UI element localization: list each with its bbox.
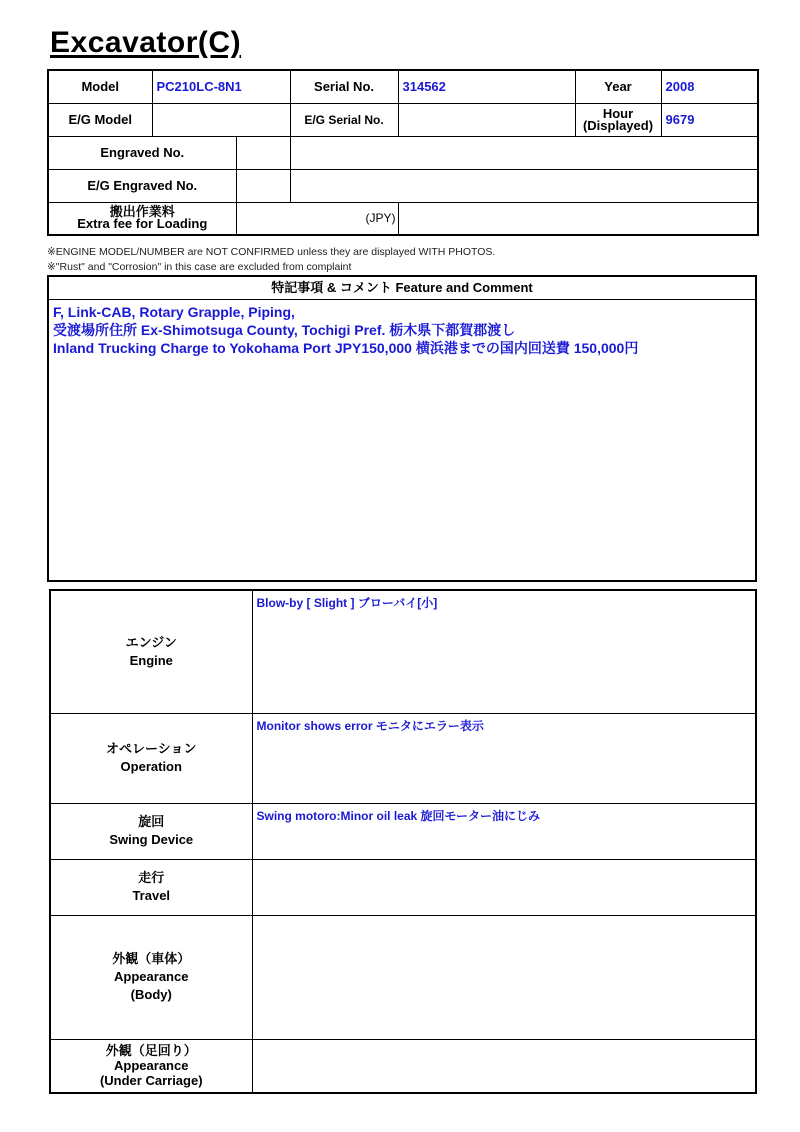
eg-engraved-box [236,169,290,202]
engine-label-jp: エンジン [125,634,177,650]
travel-label-en: Travel [132,888,171,903]
engine-label-en: Engine [129,652,173,668]
spec-table [47,69,759,236]
swing-label [50,803,252,859]
engine-value: Blow-by [ Slight ] ブローバイ[小] [252,590,756,713]
appearance-undercarriage-label [50,1039,252,1093]
feature-comment-box [47,275,757,582]
loading-currency: (JPY) [365,211,396,226]
condition-table [49,589,757,1094]
row-model [48,70,758,103]
operation-label-en: Operation [120,759,182,774]
loading-label-en: Extra fee for Loading [77,216,208,232]
engine-label [50,590,252,713]
year-value: 2008 [661,70,758,103]
operation-label-jp: オペレーション [106,741,197,756]
condition-row-appearance-undercarriage [50,1039,756,1093]
travel-label-jp: 走行 [138,870,165,885]
appearance-body-label-jp: 外観（車体） [112,951,191,966]
serial-label: Serial No. [290,70,398,103]
eg-model-label: E/G Model [48,103,152,136]
loading-currency-cell [236,202,398,235]
appearance-undercarriage-label-jp: 外観（足回り） [105,1043,197,1059]
model-value: PC210LC-8N1 [152,70,290,103]
eg-engraved-label: E/G Engraved No. [48,169,236,202]
appearance-undercarriage-value [252,1039,756,1093]
feature-header: 特記事項 & コメント Feature and Comment [49,277,755,300]
condition-row-operation [50,713,756,803]
condition-row-travel [50,859,756,915]
eg-engraved-value [290,169,758,202]
swing-value: Swing motoro:Minor oil leak 旋回モーター油にじみ [252,803,756,859]
travel-value [252,859,756,915]
year-label: Year [575,70,661,103]
row-eg-model [48,103,758,136]
feature-line-2: 受渡場所住所 Ex-Shimotsuga County, Tochigi Pref. 栃木県下都賀郡渡し [53,322,516,338]
appearance-undercarriage-label-en: Appearance [114,1058,189,1074]
hour-value: 9679 [661,103,758,136]
note-engine: ※ENGINE MODEL/NUMBER are NOT CONFIRMED unless they are displayed WITH PHOTOS. [47,246,496,258]
hour-label-line1: Hour [602,105,634,121]
hour-label [575,103,661,136]
operation-label [50,713,252,803]
hour-label-line2: (Displayed) [582,117,654,133]
condition-row-swing [50,803,756,859]
eg-model-value [152,103,290,136]
eg-serial-value [398,103,575,136]
appearance-body-value [252,915,756,1039]
appearance-body-label-en2: (Body) [130,987,172,1002]
engraved-box [236,136,290,169]
loading-label-jp: 搬出作業料 [109,204,175,220]
appearance-body-label-en: Appearance [114,969,189,984]
feature-body [49,300,755,360]
loading-value [398,202,758,235]
travel-label [50,859,252,915]
engraved-value [290,136,758,169]
feature-line-3: Inland Trucking Charge to Yokohama Port JPY150,000 横浜港までの国内回送費 150,000円 [53,340,639,356]
appearance-undercarriage-label-en2: (Under Carriage) [99,1073,203,1089]
row-engraved [48,136,758,169]
appearance-body-label [50,915,252,1039]
loading-label [48,202,236,235]
row-eg-engraved [48,169,758,202]
model-label: Model [48,70,152,103]
condition-row-appearance-body [50,915,756,1039]
engraved-label: Engraved No. [48,136,236,169]
operation-value: Monitor shows error モニタにエラー表示 [252,713,756,803]
feature-line-1: F, Link-CAB, Rotary Grapple, Piping, [53,304,295,320]
eg-serial-label: E/G Serial No. [290,103,398,136]
serial-value: 314562 [398,70,575,103]
condition-row-engine [50,590,756,713]
row-loading [48,202,758,235]
page-title: Excavator(C) [50,26,242,59]
note-rust: ※"Rust" and "Corrosion" in this case are excluded from complaint [47,261,352,273]
swing-label-en: Swing Device [109,832,194,847]
swing-label-jp: 旋回 [138,814,165,829]
